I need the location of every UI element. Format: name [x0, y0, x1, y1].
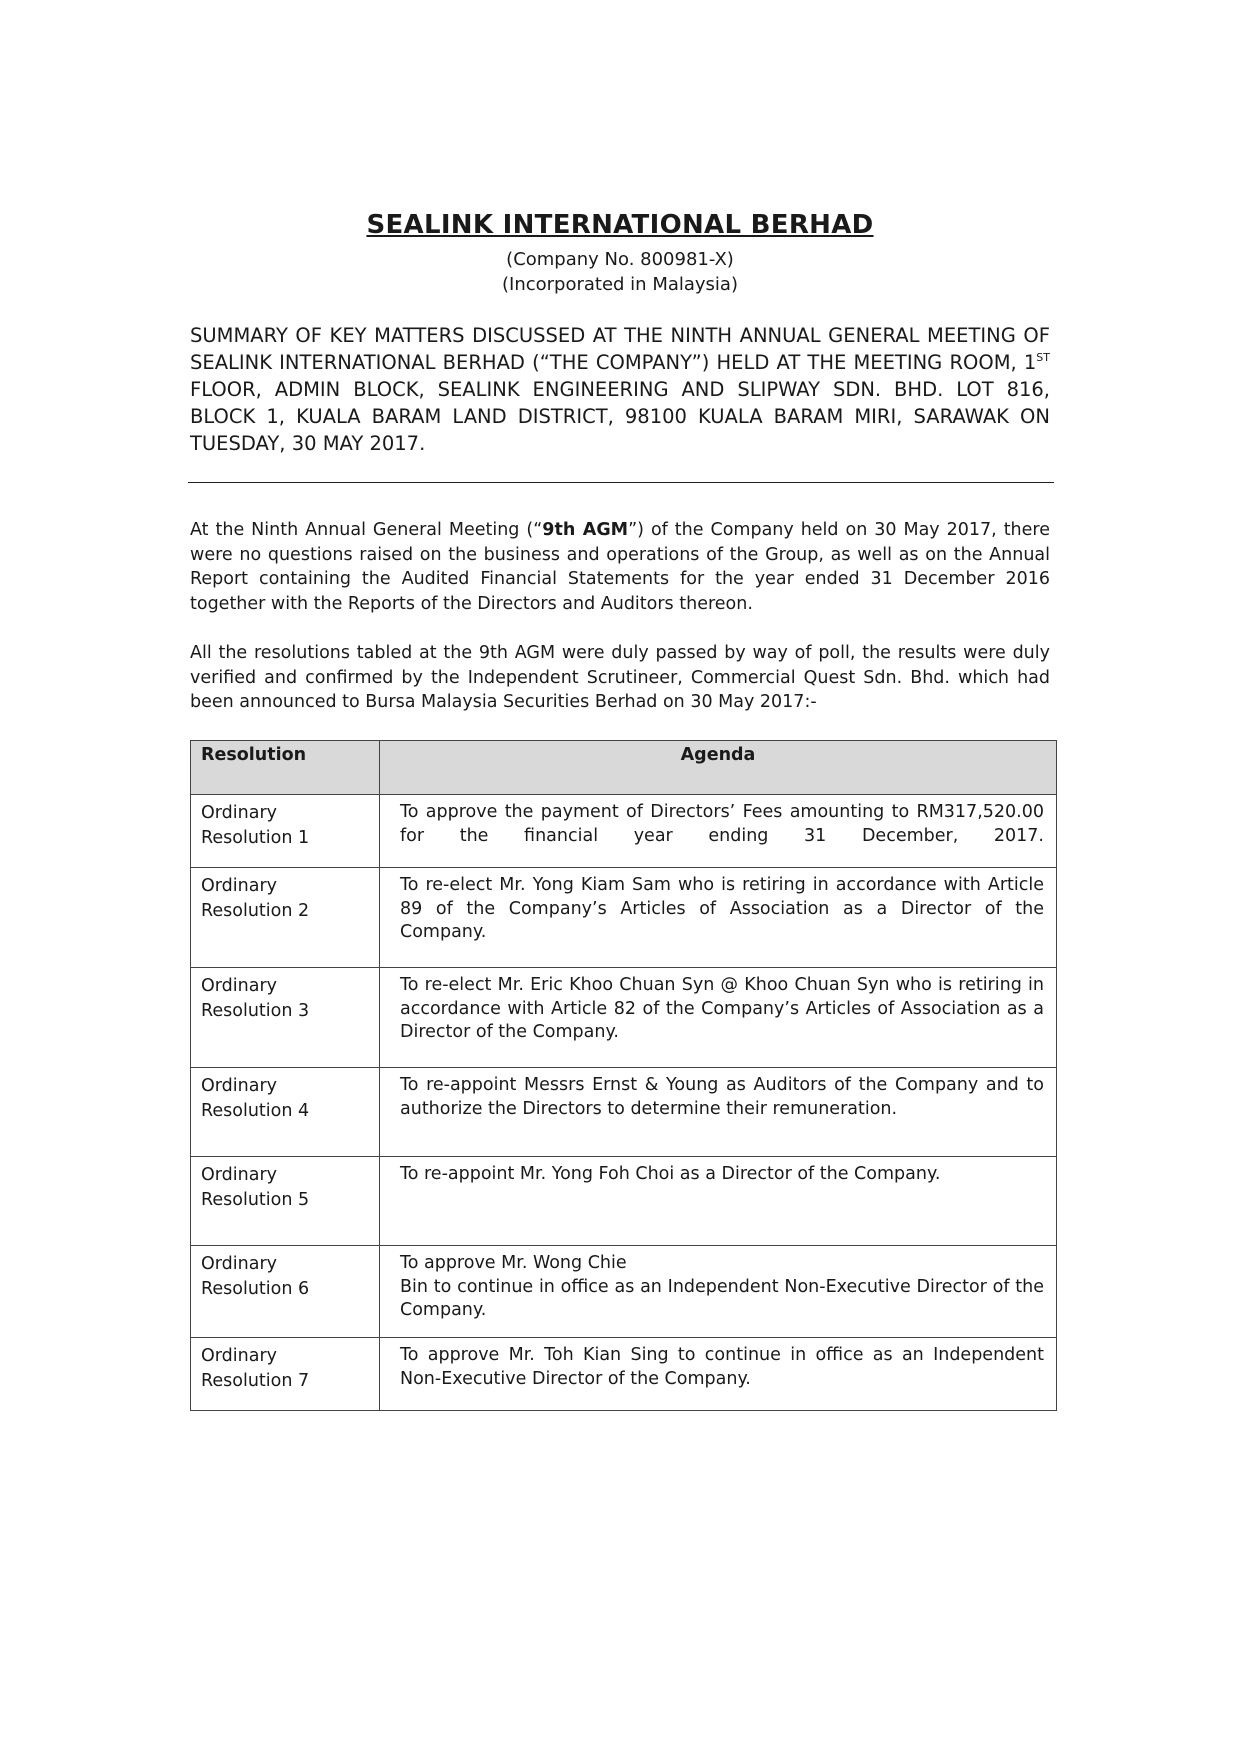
table-row — [191, 795, 1057, 868]
agm-intro-paragraph — [190, 518, 1050, 616]
table-header-row — [191, 741, 1057, 795]
agenda-cell: To approve the payment of Directors’ Fees amounting to RM317,520.00 for the financial year ending 31 December, 2017. — [380, 795, 1057, 868]
resolution-type: Ordinary — [201, 1076, 277, 1096]
resolution-cell — [191, 1157, 380, 1246]
resolution-number: Resolution 7 — [201, 1371, 310, 1391]
resolution-type: Ordinary — [201, 1165, 277, 1185]
table-row — [191, 1157, 1057, 1246]
company-number: (Company No. 800981-X) — [506, 249, 734, 270]
agenda-cell — [380, 1246, 1057, 1338]
resolution-type: Ordinary — [201, 976, 277, 996]
table-row — [191, 1338, 1057, 1411]
resolution-number: Resolution 5 — [201, 1190, 310, 1210]
summary-text-b: FLOOR, ADMIN BLOCK, SEALINK ENGINEERING AND SLIPWAY SDN. BHD. LOT 816, BLOCK 1, KUALA BARAM LAND DISTRICT, 98100 KUALA BARAM MIRI, SARAWAK ON TUESDAY, 30 MAY 2017. — [190, 378, 1050, 455]
summary-text-a: SUMMARY OF KEY MATTERS DISCUSSED AT THE NINTH ANNUAL GENERAL MEETING OF SEALINK INTERNATIONAL BERHAD (“THE COMPANY”) HELD AT THE MEETING ROOM, 1 — [190, 324, 1050, 374]
table-row — [191, 1246, 1057, 1338]
resolution-cell — [191, 1246, 380, 1338]
resolution-type: Ordinary — [201, 1346, 277, 1366]
table-row — [191, 1068, 1057, 1157]
resolutions-table — [190, 740, 1057, 1411]
agenda-cell: To re-appoint Messrs Ernst & Young as Auditors of the Company and to authorize the Directors to determine their remuneration. — [380, 1068, 1057, 1157]
para1-bold-term: 9th AGM — [542, 520, 629, 540]
resolution-type: Ordinary — [201, 876, 277, 896]
para1-post: ”) of the Company held on 30 May 2017, there were no questions raised on the business and operations of the Group, as well as on the Annual Report containing the Audited Financial Statements for the year ended 31 December 2016 together with the Reports of the Directors and Auditors thereon. — [190, 520, 1050, 614]
resolution-cell — [191, 795, 380, 868]
resolution-number: Resolution 3 — [201, 1001, 310, 1021]
resolution-type: Ordinary — [201, 803, 277, 823]
resolution-cell — [191, 968, 380, 1068]
resolution-number: Resolution 6 — [201, 1279, 310, 1299]
company-title: SEALINK INTERNATIONAL BERHAD — [366, 210, 874, 240]
resolution-type: Ordinary — [201, 1254, 277, 1274]
resolution-number: Resolution 1 — [201, 828, 310, 848]
header-agenda: Agenda — [380, 741, 1057, 795]
resolution-number: Resolution 2 — [201, 901, 310, 921]
agenda-cell: To re-elect Mr. Eric Khoo Chuan Syn @ Khoo Chuan Syn who is retiring in accordance with Article 82 of the Company’s Articles of Association as a Director of the Company. — [380, 968, 1057, 1068]
resolution-cell — [191, 868, 380, 968]
meeting-summary-heading — [190, 322, 1050, 457]
table-row — [191, 868, 1057, 968]
header-resolution: Resolution — [191, 741, 380, 795]
agenda-line: To approve Mr. Wong Chie — [400, 1253, 627, 1273]
summary-superscript: ST — [1036, 351, 1050, 364]
incorporation-note: (Incorporated in Malaysia) — [501, 274, 738, 295]
resolution-cell — [191, 1068, 380, 1157]
resolution-cell — [191, 1338, 380, 1411]
para1-pre: At the Ninth Annual General Meeting (“ — [190, 520, 543, 540]
agenda-line: Bin to continue in office as an Independent Non-Executive Director of the Company. — [400, 1276, 1044, 1320]
resolutions-paragraph: All the resolutions tabled at the 9th AGM were duly passed by way of poll, the results were duly verified and confirmed by the Independent Scrutineer, Commercial Quest Sdn. Bhd. which had been announced to Bursa Malaysia Securities Berhad on 30 May 2017:- — [190, 643, 1050, 712]
divider-line — [188, 482, 1054, 483]
agenda-cell: To re-elect Mr. Yong Kiam Sam who is retiring in accordance with Article 89 of the Company’s Articles of Association as a Director of the Company. — [380, 868, 1057, 968]
agenda-cell: To approve Mr. Toh Kian Sing to continue in office as an Independent Non-Executive Director of the Company. — [380, 1338, 1057, 1411]
resolution-number: Resolution 4 — [201, 1101, 310, 1121]
table-row — [191, 968, 1057, 1068]
agenda-cell: To re-appoint Mr. Yong Foh Choi as a Director of the Company. — [380, 1157, 1057, 1246]
